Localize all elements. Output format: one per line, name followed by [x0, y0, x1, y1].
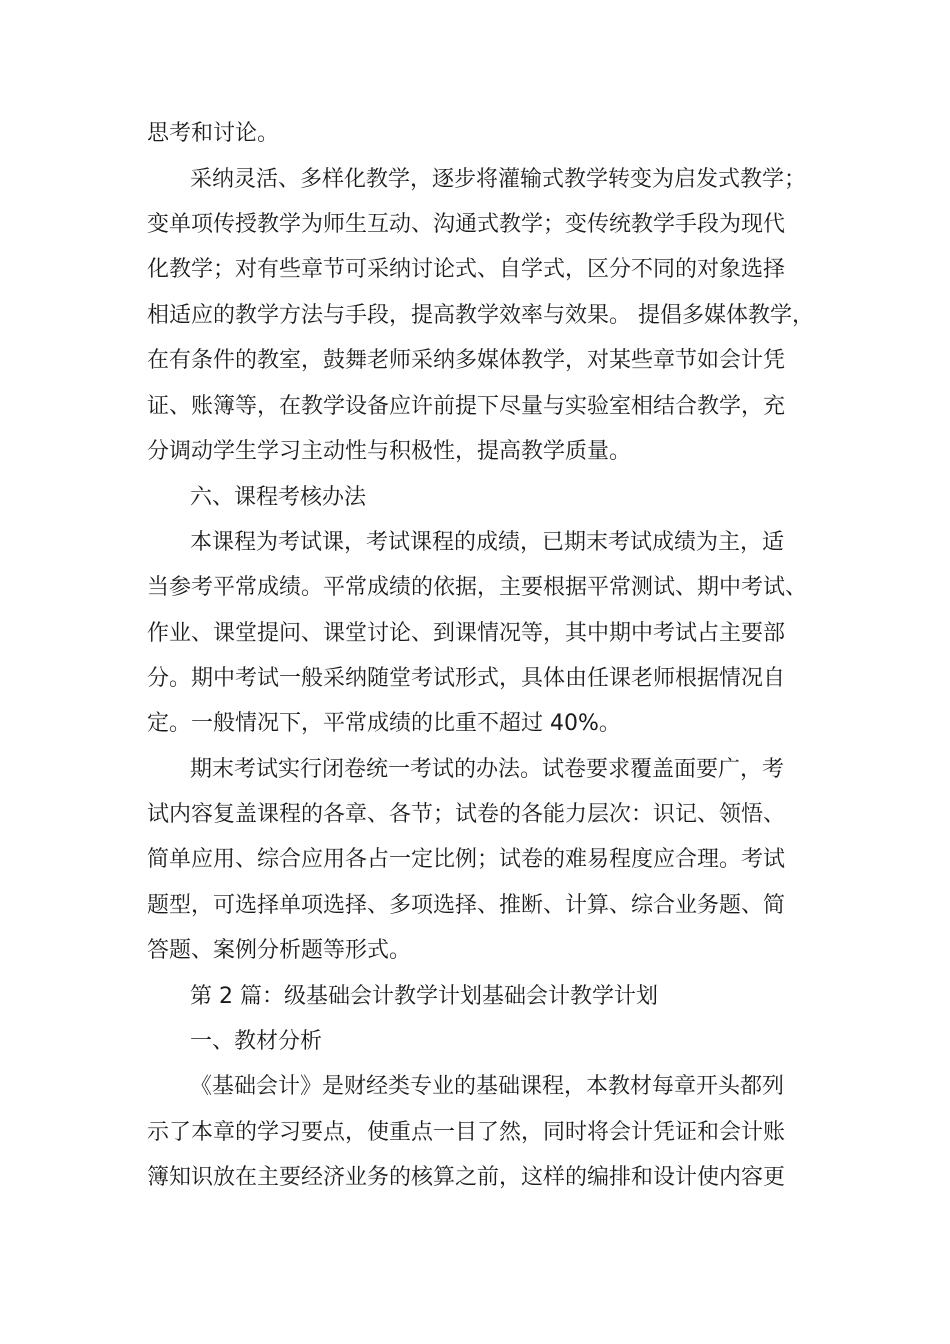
text-line: 示了本章的学习要点，使重点一目了然，同时将会计凭证和会计账 — [147, 1120, 786, 1145]
text-line: 作业、课堂提问、课堂讨论、到课情况等，其中期中考试占主要部 — [147, 621, 786, 646]
article-heading: 第 2 篇：级基础会计教学计划基础会计教学计划 — [190, 984, 658, 1009]
text-line: 相适应的教学方法与手段，提高教学效率与效果。 提倡多媒体教学， — [147, 303, 814, 328]
text-line: 本课程为考试课，考试课程的成绩，已期末考试成绩为主，适 — [190, 530, 785, 555]
text-line: 答题、案例分析题等形式。 — [147, 938, 412, 963]
text-line: 《基础会计》是财经类专业的基础课程，本教材每章开头都列 — [190, 1074, 785, 1099]
text-line: 题型，可选择单项选择、多项选择、推断、计算、综合业务题、简 — [147, 893, 786, 918]
text-line: 思考和讨论。 — [147, 121, 280, 146]
text-line: 在有条件的教室，鼓舞老师采纳多媒体教学，对某些章节如会计凭 — [147, 348, 786, 373]
text-line: 定。一般情况下，平常成绩的比重不超过 40%。 — [147, 711, 621, 736]
text-line: 化教学；对有些章节可采纳讨论式、自学式，区分不同的对象选择 — [147, 257, 786, 282]
text-line: 期末考试实行闭卷统一考试的办法。试卷要求覆盖面要广，考 — [190, 757, 785, 782]
text-line: 当参考平常成绩。平常成绩的依据，主要根据平常测试、期中考试、 — [147, 575, 808, 600]
text-line: 分调动学生学习主动性与积极性，提高教学质量。 — [147, 439, 632, 464]
section-heading: 一、教材分析 — [190, 1029, 323, 1054]
text-line: 分。期中考试一般采纳随堂考试形式，具体由任课老师根据情况自 — [147, 666, 786, 691]
text-line: 证、账簿等，在教学设备应许前提下尽量与实验室相结合教学，充 — [147, 394, 786, 419]
text-line: 簿知识放在主要经济业务的核算之前，这样的编排和设计使内容更 — [147, 1165, 786, 1190]
text-line: 试内容复盖课程的各章、各节；试卷的各能力层次：识记、领悟、 — [147, 802, 786, 827]
text-line: 变单项传授教学为师生互动、沟通式教学；变传统教学手段为现代 — [147, 212, 786, 237]
section-heading: 六、课程考核办法 — [190, 485, 367, 510]
text-line: 采纳灵活、多样化教学，逐步将灌输式教学转变为启发式教学； — [190, 167, 807, 192]
text-line: 简单应用、综合应用各占一定比例；试卷的难易程度应合理。考试 — [147, 847, 786, 872]
